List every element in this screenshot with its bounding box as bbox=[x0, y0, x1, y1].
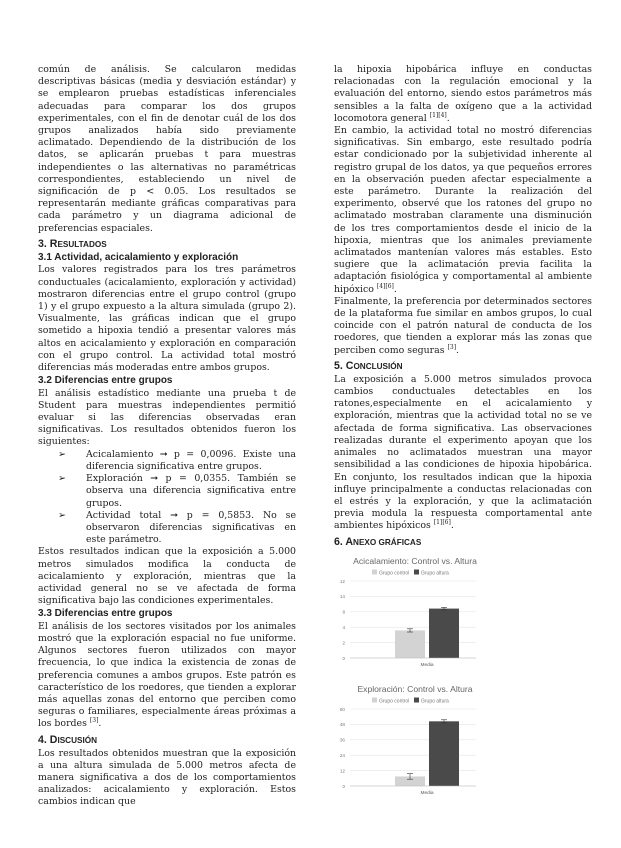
legend-swatch bbox=[414, 569, 419, 574]
list-item: ➢ Actividad total ➞ p = 0,5853. No se observaron diferencias significativas en este parámetro. bbox=[58, 509, 296, 546]
y-tick-label: 0 bbox=[342, 655, 345, 661]
legend-swatch bbox=[372, 697, 377, 702]
legend-swatch bbox=[372, 569, 377, 574]
legend-label: Grupo altura bbox=[421, 698, 449, 705]
pvalue-list bbox=[38, 449, 296, 547]
results-paragraph-3-1: Los valores registrados para los tres parámetros conductuales (acicalamiento, exploración y actividad) mostraron diferencias entre el grupo control (grupo 1) y el grupo expuesto a la altura simulada (grupo 2). Visualmente, las gráficas indican que el grupo sometido a hipoxia tendió a presentar valores más altos en acicalamiento y exploración en comparación con el grupo control. La actividad total mostró diferencias más moderadas entre ambos grupos. bbox=[38, 264, 296, 373]
x-tick-label: Media bbox=[420, 662, 434, 668]
list-item: ➢ Acicalamiento ➞ p = 0,0096. Existe una diferencia significativa entre grupos. bbox=[58, 448, 296, 472]
section-heading-resultados: 3. RESULTADOS bbox=[38, 237, 107, 250]
y-tick-label: 60 bbox=[339, 706, 345, 712]
list-item: ➢ Exploración ➞ p = 0,0355. También se observa una diferencia significativa entre grupos. bbox=[58, 473, 296, 509]
chart-acicalamiento-svg bbox=[334, 555, 484, 673]
y-tick-label: 4 bbox=[342, 624, 345, 630]
y-tick-label: 24 bbox=[339, 752, 345, 758]
bar-control bbox=[395, 630, 425, 658]
chart-acicalamiento bbox=[334, 555, 592, 677]
y-tick-label: 2 bbox=[342, 639, 345, 645]
bar-altura bbox=[429, 721, 459, 786]
section-heading-conclusion: 5. CONCLUSIÓN bbox=[334, 359, 403, 372]
y-tick-label: 14 bbox=[339, 593, 345, 599]
arrow-bullet-icon: ➢ bbox=[58, 473, 66, 485]
results-paragraph-3-2b: Estos resultados indican que la exposición a 5.000 metros simulados modifica la conducta de acicalamiento y exploración, mientras que la actividad general no se ve afectada de forma significativa bajo las condiciones experimentales. bbox=[38, 546, 296, 607]
legend-swatch bbox=[414, 697, 419, 702]
subsection-heading-3-1: 3.1 Actividad, acicalamiento y exploración bbox=[38, 251, 239, 263]
methods-paragraph: común de análisis. Se calcularon medidas descriptivas básicas (media y desviación estándar) y se emplearon pruebas estadísticas inferenciales adecuadas para comparar los dos grupos experimentales, con el fin de denotar cuál de los dos grupos analizados había sido previamente aclimatado. Dependiendo de la distribución de los datos, se aplicarán pruebas t para muestras independientes o las alternativas no paramétricas correspondientes, estableciendo un nivel de significación de p < 0.05. Los resultados se representarán mediante gráficas comparativas para cada parámetro y un diagrama adicional de preferencias espaciales. bbox=[38, 64, 296, 234]
chart-exploracion-svg bbox=[334, 683, 484, 801]
y-tick-label: 0 bbox=[342, 783, 345, 789]
subsection-heading-3-3: 3.3 Diferencias entre grupos bbox=[38, 608, 173, 620]
results-paragraph-3-2: El análisis estadístico mediante una prueba t de Student para muestras independientes permitió evaluar si las diferencias observadas eran significativas. Los resultados obtenidos fueron los siguientes: bbox=[38, 387, 296, 448]
conclusion-paragraph: La exposición a 5.000 metros simulados provoca cambios conductuales detectables en los ratones,especialmente en el acicalamiento y exploración, mientras que la actividad total no se ve afectada de forma significativa. Las observaciones realizadas durante el experimento apoyan que los animales no aclimatados muestran una mayor sensibilidad a las condiciones de hipoxia hipobárica. En conjunto, los resultados indican que la hipoxia influye principalmente a conductas relacionadas con el estrés y la exploración, y que la aclimatación previa modula la respuesta comportamental ante ambientes hipóxicos [1][6]. bbox=[334, 373, 592, 532]
section-heading-discusion: 4. DISCUSIÓN bbox=[38, 733, 98, 746]
y-tick-label: 8 bbox=[342, 609, 345, 615]
y-tick-label: 36 bbox=[339, 737, 345, 743]
left-column bbox=[38, 64, 296, 809]
discussion-paragraph: Los resultados obtenidos muestran que la exposición a una altura simulada de 5.000 metros afecta de manera significativa a dos de los comportamientos analizados: acicalamiento y exploración. Estos cambios indican que bbox=[38, 747, 296, 808]
y-tick-label: 48 bbox=[339, 721, 345, 727]
chart-title: Exploración: Control vs. Altura bbox=[357, 683, 473, 694]
legend-label: Grupo control bbox=[379, 570, 410, 577]
chart-exploracion bbox=[334, 683, 592, 805]
subsection-heading-3-2: 3.2 Diferencias entre grupos bbox=[38, 375, 173, 387]
bar-altura bbox=[429, 608, 459, 657]
arrow-bullet-icon: ➢ bbox=[58, 448, 66, 460]
x-tick-label: Media bbox=[420, 790, 434, 796]
y-tick-label: 12 bbox=[339, 578, 345, 584]
results-paragraph-3-3: El análisis de los sectores visitados por los animales mostró que la exploración espacial no fue uniforme. Algunos sectores fueron utilizados con mayor frecuencia, lo que indica la existencia de zonas de preferencia comunes a ambos grupos. Este patrón es característico de los roedores, que tienden a explorar más aquellas zonas del entorno que perciben como seguras o familiares, especialmente áreas próximas a los bordes [3]. bbox=[38, 620, 296, 730]
activity-paragraph: En cambio, la actividad total no mostró diferencias significativas. Sin embargo, este resultado podría estar condicionado por la subjetividad inherente al registro grupal de los datos, ya que pequeños errores en la observación pueden afectar especialmente a este parámetro. Durante la realización del experimento, observé que los ratones del grupo no aclimatado mostraban claramente una disminución de los tres comportamientos desde el inicio de la hipoxia, mientras que los animales previamente aclimatados mantenían valores más estables. Esto sugiere que la aclimatación previa facilita la adaptación fisiológica y comportamental al ambiente hipóxico [4][6]. bbox=[334, 125, 592, 295]
chart-title: Acicalamiento: Control vs. Altura bbox=[353, 555, 477, 566]
legend-label: Grupo altura bbox=[421, 570, 449, 577]
arrow-bullet-icon: ➢ bbox=[58, 509, 66, 521]
section-heading-anexo: 6. ANEXO GRÁFICAS bbox=[334, 535, 422, 548]
sectors-paragraph: Finalmente, la preferencia por determinados sectores de la plataforma fue similar en ambos grupos, lo cual coincide con el patrón natural de conducta de los roedores, que tienden a explorar más las zonas que perciben como seguras [3]. bbox=[334, 295, 592, 356]
right-column bbox=[334, 64, 592, 805]
legend-label: Grupo control bbox=[379, 698, 410, 705]
discussion-continued-paragraph: la hipoxia hipobárica influye en conductas relacionadas con la regulación emocional y la evaluación del entorno, siendo estos parámetros más sensibles a la falta de oxígeno que a la actividad locomotora general [1][4]. bbox=[334, 64, 592, 124]
y-tick-label: 12 bbox=[339, 768, 345, 774]
